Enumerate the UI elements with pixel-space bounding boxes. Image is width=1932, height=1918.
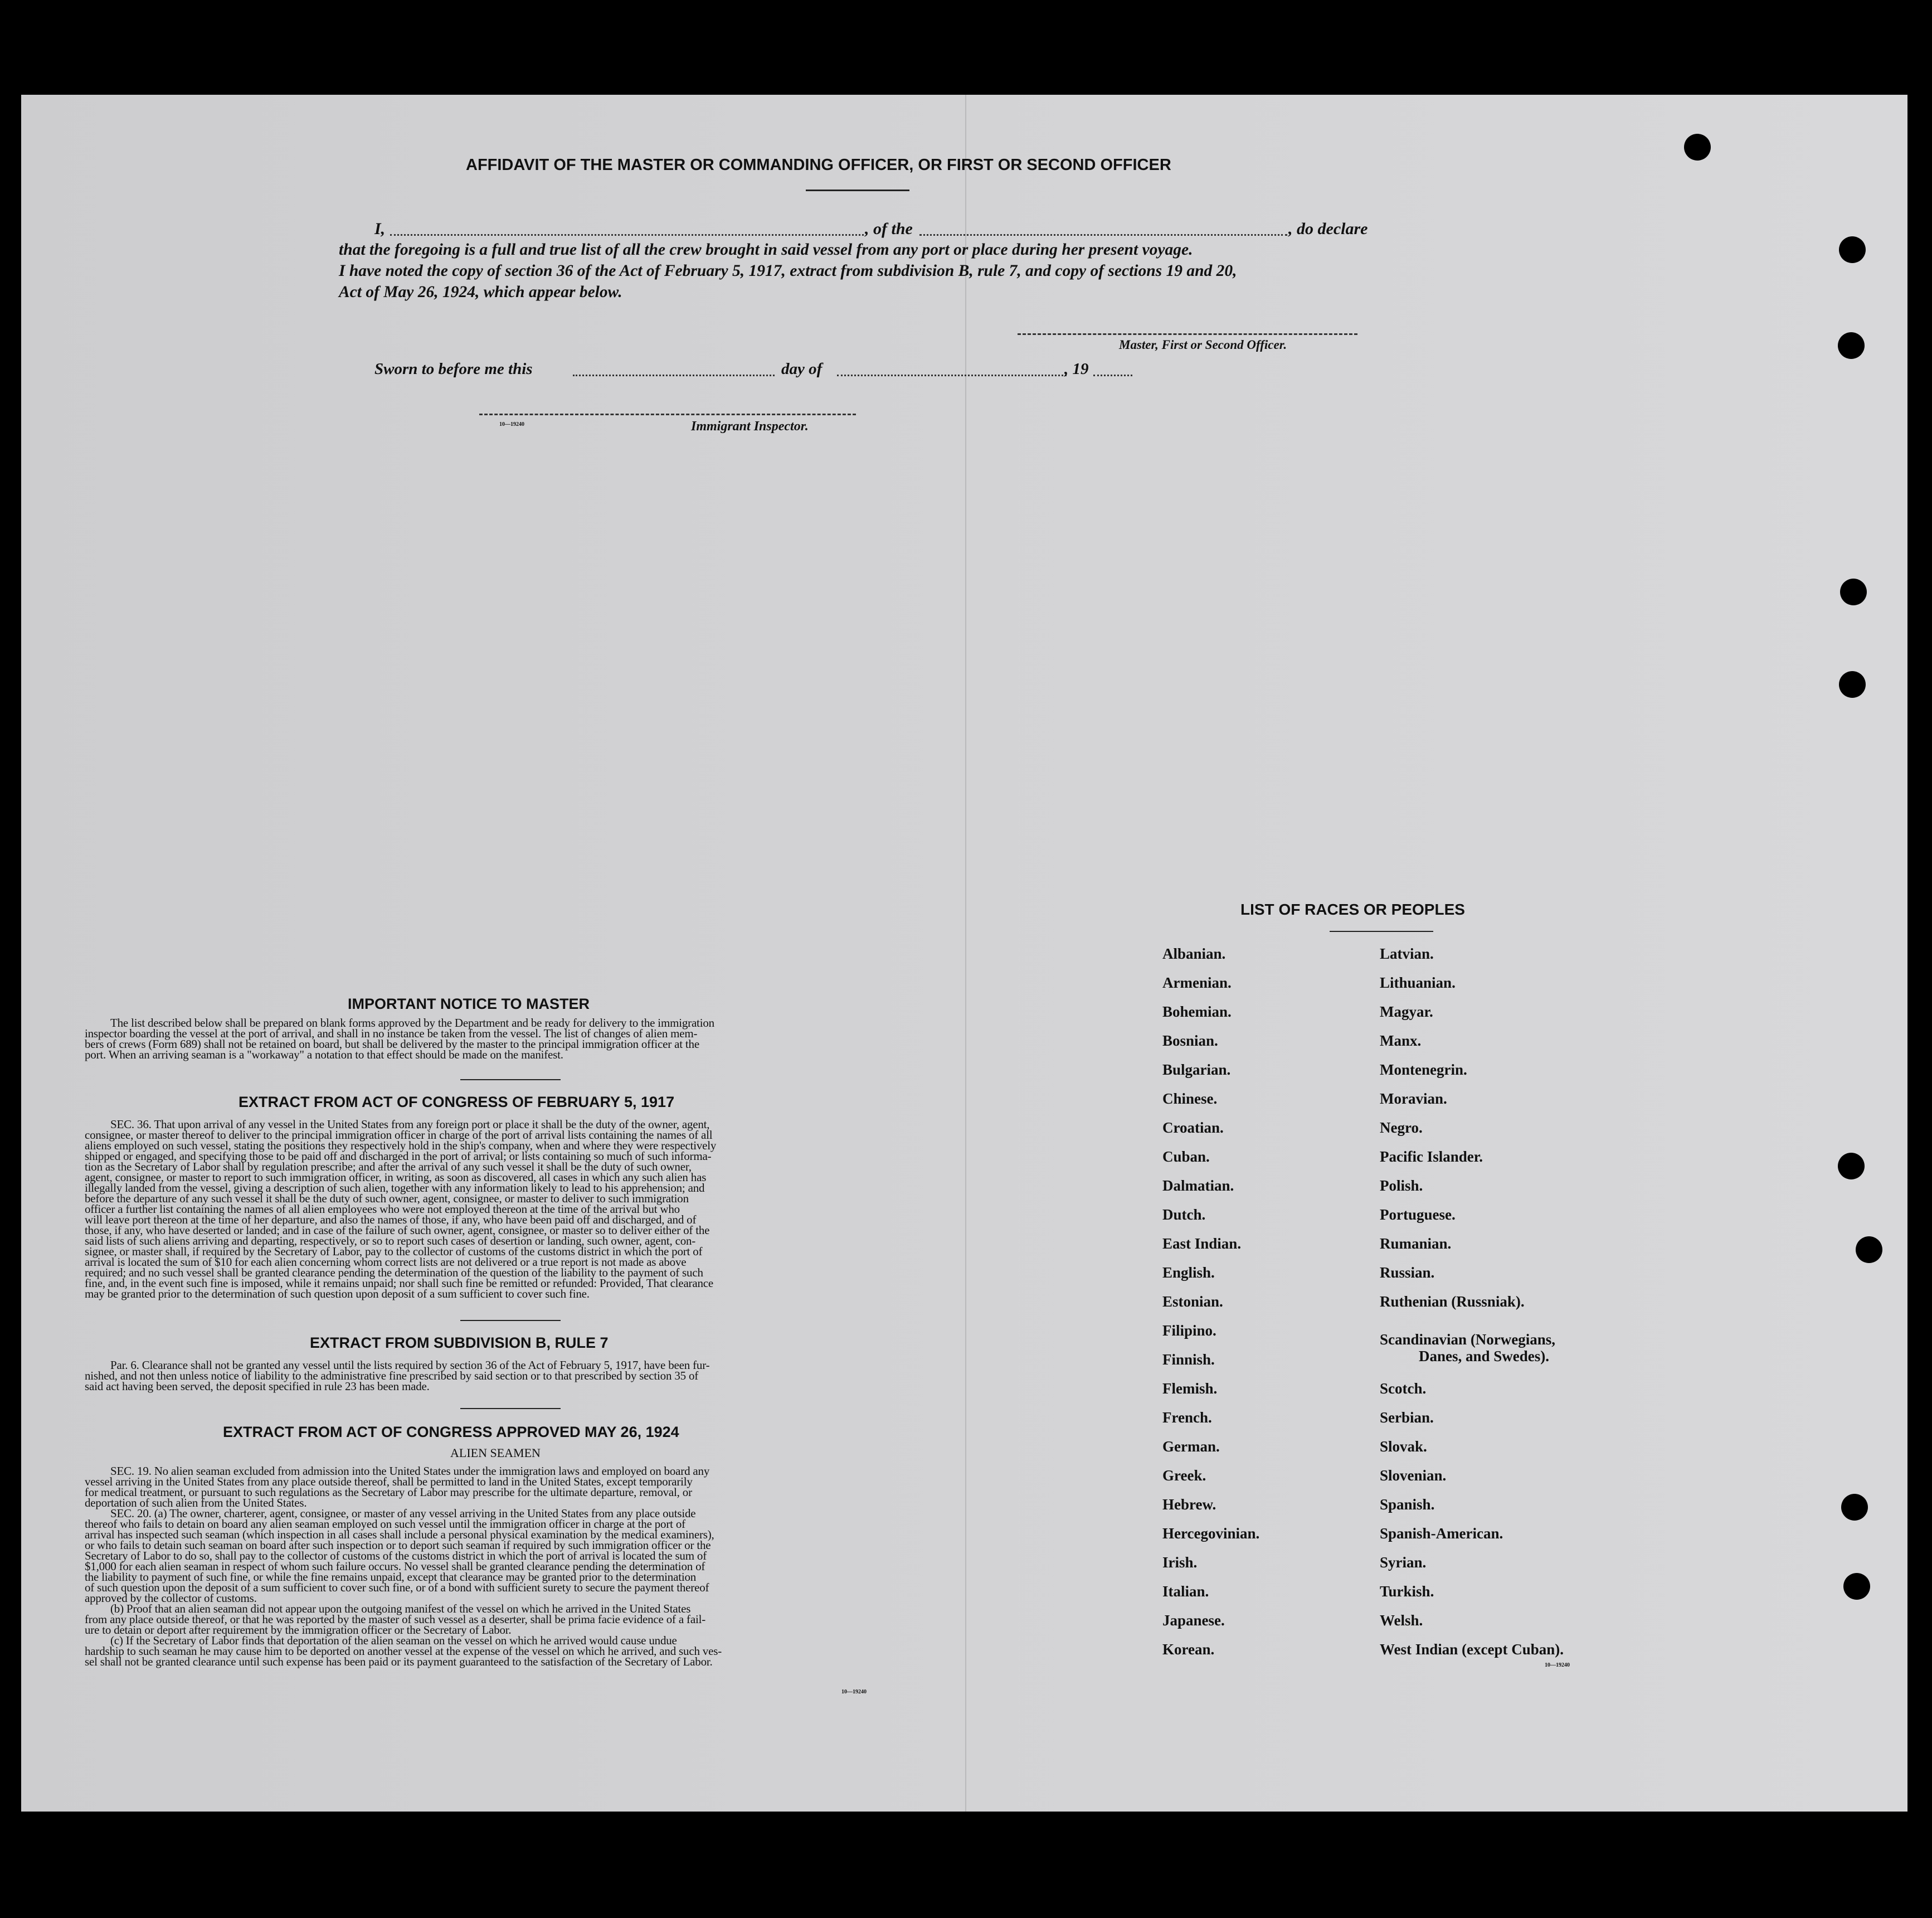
race-item: Spanish. — [1380, 1496, 1435, 1513]
extract-line: (c) If the Secretary of Labor finds that deportation of the alien seaman on the vessel on which he arrived would cause undue — [110, 1634, 677, 1647]
extract-line: SEC. 19. No alien seaman excluded from admission into the United States under the immigration laws and employed on board any — [110, 1464, 710, 1478]
sworn-year: , 19 — [1064, 360, 1089, 378]
affidavit-line3: I have noted the copy of section 36 of the Act of February 5, 1917, extract from subdivision B, rule 7, and copy of sections 19 and 20, — [339, 262, 1237, 280]
extract-line: agent, consignee, or master to report to such immigration officer, in writing, as soon as discovered, all cases in which any such alien has — [85, 1171, 707, 1184]
race-item: Slovenian. — [1380, 1467, 1447, 1484]
race-item: Spanish-American. — [1380, 1525, 1503, 1542]
race-item: Portuguese. — [1380, 1206, 1456, 1223]
race-item: Ruthenian (Russniak). — [1380, 1293, 1525, 1310]
race-item: Lithuanian. — [1380, 974, 1456, 991]
name-blank — [390, 234, 864, 236]
punch-hole — [1839, 671, 1866, 698]
divider — [460, 1320, 561, 1321]
race-item: Montenegrin. — [1380, 1061, 1467, 1078]
vessel-blank — [919, 234, 1287, 236]
race-item: Welsh. — [1380, 1612, 1423, 1629]
extract-line: for medical treatment, or pursuant to such regulations as the Secretary of Labor may prescribe for the ultimate departure, removal, or — [85, 1485, 692, 1499]
race-item: Bulgarian. — [1162, 1061, 1231, 1078]
race-item: Dutch. — [1162, 1206, 1206, 1223]
extract-line: approved by the collector of customs. — [85, 1591, 257, 1605]
extract-line: fine, and, in the event such fine is imposed, while it remains unpaid; nor shall such fine be remitted or refunded: Provided, That clearance — [85, 1276, 714, 1290]
extract-line: arrival has inspected such seaman (which inspection in all cases shall include a personal physical examination by the medical examiners), — [85, 1528, 714, 1541]
extract-1924-title: EXTRACT FROM ACT OF CONGRESS APPROVED MAY 26, 1924 — [223, 1424, 679, 1440]
extract-line: may be granted prior to the determination of such question upon deposit of a sum sufficient to cover such fine. — [85, 1287, 590, 1300]
notice-line: bers of crews (Form 689) shall not be retained on board, but shall be delivered by the master to the principal immigration officer at the — [85, 1037, 699, 1051]
race-item: Danes, and Swedes). — [1419, 1348, 1550, 1365]
race-item: Hebrew. — [1162, 1496, 1216, 1513]
sworn-month-blank — [837, 375, 1067, 376]
extract-1924-subtitle: ALIEN SEAMEN — [450, 1446, 541, 1460]
affidavit-line1-mid: , of the — [865, 220, 913, 238]
extract-line: of such question upon the deposit of a sum sufficient to cover such fine, or of a bond with sufficient surety to secure the payment thereof — [85, 1581, 709, 1594]
rule7-line: nished, and not then unless notice of liability to the administrative fine prescribed by said section or to that prescribed by section 35 of — [85, 1369, 699, 1382]
race-item: Flemish. — [1162, 1380, 1218, 1397]
affidavit-title: AFFIDAVIT OF THE MASTER OR COMMANDING OFFICER, OR FIRST OR SECOND OFFICER — [466, 156, 1171, 174]
race-item: Japanese. — [1162, 1612, 1225, 1629]
extract-line: or who fails to detain such seaman on board after such inspection or to deport such seaman if required by such immigration officer or the — [85, 1538, 711, 1552]
race-item: Filipino. — [1162, 1322, 1216, 1339]
notice-body — [85, 1018, 898, 1060]
punch-hole — [1839, 236, 1866, 263]
race-item: Turkish. — [1380, 1583, 1434, 1600]
race-item: Chinese. — [1162, 1090, 1218, 1107]
race-item: West Indian (except Cuban). — [1380, 1641, 1564, 1658]
extract-line: before the departure of any such vessel it shall be the duty of such owner, agent, consignee, or master to deliver to such immigration — [85, 1192, 689, 1205]
race-item: Croatian. — [1162, 1119, 1224, 1136]
extract-line: shipped or engaged, and specifying those to be paid off and discharged in the port of arrival; or lists containing so much of such informa- — [85, 1149, 712, 1163]
extract-1917-title: EXTRACT FROM ACT OF CONGRESS OF FEBRUARY 5, 1917 — [239, 1094, 675, 1110]
extract-line: said lists of such aliens arriving and departing, respectively, or so to report such cases of desertion or landing, such owner, agent, con- — [85, 1234, 696, 1247]
race-item: Serbian. — [1380, 1409, 1434, 1426]
extract-line: hardship to such seaman he may cause him to be deported on another vessel at the expense of the vessel on which he arrived, and such ves- — [85, 1644, 722, 1658]
rule7-line: Par. 6. Clearance shall not be granted any vessel until the lists required by section 36 of the Act of February 5, 1917, have been fur- — [110, 1358, 710, 1372]
race-item: French. — [1162, 1409, 1212, 1426]
race-item: Bohemian. — [1162, 1003, 1232, 1020]
page-fold — [965, 95, 966, 1812]
race-item: Hercegovinian. — [1162, 1525, 1260, 1542]
extract-line: vessel arriving in the United States from any place outside thereof, shall be permitted to land in the United States, except temporarily — [85, 1475, 693, 1488]
extract-line: thereof who fails to detain on board any alien seaman employed on such vessel until the immigration officer in charge at the port of — [85, 1517, 685, 1531]
extract-line: those, if any, who have deserted or landed; and in case of the failure of such owner, agent, consignee, or master so to deliver either of the — [85, 1223, 710, 1237]
extract-line: arrival is located the sum of $10 for each alien concerning whom correct lists are not delivered or a true report is not made as above — [85, 1255, 687, 1269]
extract-line: $1,000 for each alien seaman in respect of whom such failure occurs. No vessel shall be granted clearance pending the determination of — [85, 1560, 705, 1573]
extract-line: signee, or master shall, if required by the Secretary of Labor, pay to the collector of customs of the customs district in which the port of — [85, 1245, 703, 1258]
extract-line: consignee, or master thereof to deliver to the principal immigration officer in charge of the port of arrival lists containing the names of all — [85, 1128, 713, 1142]
notice-line: The list described below shall be prepared on blank forms approved by the Department and be ready for delivery to the immigration — [110, 1016, 714, 1030]
extract-line: deportation of such alien from the United States. — [85, 1496, 307, 1509]
race-item: Manx. — [1380, 1032, 1422, 1049]
extract-line: aliens employed on such vessel, stating the positions they respectively hold in the ship's company, when and where they were respectively — [85, 1139, 717, 1152]
divider — [460, 1408, 561, 1409]
race-item: East Indian. — [1162, 1235, 1242, 1252]
punch-hole — [1838, 1153, 1865, 1179]
race-item: Greek. — [1162, 1467, 1206, 1484]
extract-line: (b) Proof that an alien seaman did not appear upon the outgoing manifest of the vessel on which he arrived in the United States — [110, 1602, 691, 1615]
sworn-year-blank — [1093, 375, 1132, 376]
punch-hole — [1841, 1494, 1868, 1521]
extract-line: SEC. 36. That upon arrival of any vessel in the United States from any foreign port or place it shall be the duty of the owner, agent, — [110, 1118, 710, 1131]
race-item: Slovak. — [1380, 1438, 1427, 1455]
extract-line: SEC. 20. (a) The owner, charterer, agent, consignee, or master of any vessel arriving in the United States from any place outside — [110, 1507, 696, 1520]
inspector-caption: Immigrant Inspector. — [691, 419, 809, 434]
signature-caption: Master, First or Second Officer. — [1119, 338, 1287, 352]
notice-line: inspector boarding the vessel at the port of arrival, and shall in no instance be taken from the vessel. The list of changes of alien mem- — [85, 1027, 698, 1040]
race-item: Magyar. — [1380, 1003, 1433, 1020]
race-item: Scotch. — [1380, 1380, 1427, 1397]
divider — [460, 1079, 561, 1080]
form-number: 10—19240 — [499, 421, 524, 428]
extract-line: from any place outside thereof, or that he was reported by the master of such vessel as a deserter, shall be prima facie evidence of a fail- — [85, 1613, 706, 1626]
race-item: Latvian. — [1380, 945, 1434, 962]
race-item: English. — [1162, 1264, 1215, 1281]
signature-line — [1018, 333, 1357, 335]
divider — [1330, 931, 1433, 932]
affidavit-line1-prefix: I, — [374, 220, 386, 238]
form-number: 10—19240 — [1545, 1662, 1570, 1668]
punch-hole — [1856, 1236, 1882, 1263]
race-item: Estonian. — [1162, 1293, 1223, 1310]
extract-line: tion as the Secretary of Labor shall by regulation prescribe; and after the arrival of any such vessel it shall be the duty of such owner, — [85, 1160, 692, 1173]
race-item: Dalmatian. — [1162, 1177, 1234, 1194]
notice-line: port. When an arriving seaman is a "workaway" a notation to that effect should be made on the manifest. — [85, 1048, 563, 1061]
race-item: Scandinavian (Norwegians, — [1380, 1331, 1556, 1348]
form-number: 10—19240 — [841, 1689, 867, 1695]
extract-line: officer a further list containing the names of all alien employees who were not employed thereon at the time of the arrival but who — [85, 1202, 680, 1216]
extract-line: required; and no such vessel shall be granted clearance pending the determination of the question of the liability to the payment of such — [85, 1266, 703, 1279]
race-item: German. — [1162, 1438, 1220, 1455]
sworn-day: day of — [781, 360, 823, 378]
sworn-day-blank — [573, 375, 775, 376]
extract-line: Secretary of Labor to do so, shall pay to the collector of customs of the customs district in which the port of arrival is located the sum of — [85, 1549, 707, 1562]
rule7-body — [85, 1360, 898, 1392]
race-item: Moravian. — [1380, 1090, 1447, 1107]
extract-line: the liability to payment of such fine, or while the fine remains unpaid, except that clearance may be granted prior to the determination — [85, 1570, 697, 1584]
extract-line: ure to detain or deport after requirement by the immigration officer or the Secretary of Labor. — [85, 1623, 512, 1637]
race-item: Bosnian. — [1162, 1032, 1218, 1049]
races-title: LIST OF RACES OR PEOPLES — [1240, 901, 1465, 918]
race-item: Polish. — [1380, 1177, 1423, 1194]
race-item: Russian. — [1380, 1264, 1435, 1281]
race-item: Negro. — [1380, 1119, 1423, 1136]
race-item: Italian. — [1162, 1583, 1209, 1600]
affidavit-line1-end: , do declare — [1288, 220, 1368, 238]
affidavit-line2: that the foregoing is a full and true list of all the crew brought in said vessel from any port or place during her present voyage. — [339, 241, 1193, 259]
punch-hole — [1843, 1573, 1870, 1600]
extract-line: sel shall not be granted clearance until such expense has been paid or its payment guaranteed to the satisfaction of the Secretary of Labor. — [85, 1655, 713, 1668]
race-item: Syrian. — [1380, 1554, 1427, 1571]
rule7-title: EXTRACT FROM SUBDIVISION B, RULE 7 — [310, 1334, 609, 1351]
race-item: Rumanian. — [1380, 1235, 1452, 1252]
extract-1917-body — [85, 1119, 898, 1299]
notice-title: IMPORTANT NOTICE TO MASTER — [348, 996, 590, 1012]
race-item: Cuban. — [1162, 1148, 1210, 1165]
punch-hole — [1838, 332, 1865, 359]
sworn-prefix: Sworn to before me this — [374, 360, 533, 378]
extract-line: will leave port thereon at the time of her departure, and also the names of those, if any, who have been paid off and discharged, and of — [85, 1213, 697, 1226]
divider — [806, 190, 909, 191]
race-item: Finnish. — [1162, 1351, 1215, 1368]
extract-line: illegally landed from the vessel, giving a description of such alien, together with any information likely to lead to his apprehension; and — [85, 1181, 705, 1194]
race-item: Irish. — [1162, 1554, 1198, 1571]
race-item: Armenian. — [1162, 974, 1232, 991]
inspector-signature-line — [479, 414, 856, 415]
punch-hole — [1840, 579, 1867, 605]
extract-1924-body — [85, 1466, 898, 1667]
punch-hole — [1684, 134, 1711, 161]
race-item: Pacific Islander. — [1380, 1148, 1483, 1165]
race-item: Korean. — [1162, 1641, 1215, 1658]
rule7-line: said act having been served, the deposit specified in rule 23 has been made. — [85, 1380, 430, 1393]
affidavit-line4: Act of May 26, 1924, which appear below. — [339, 283, 622, 301]
race-item: Albanian. — [1162, 945, 1226, 962]
